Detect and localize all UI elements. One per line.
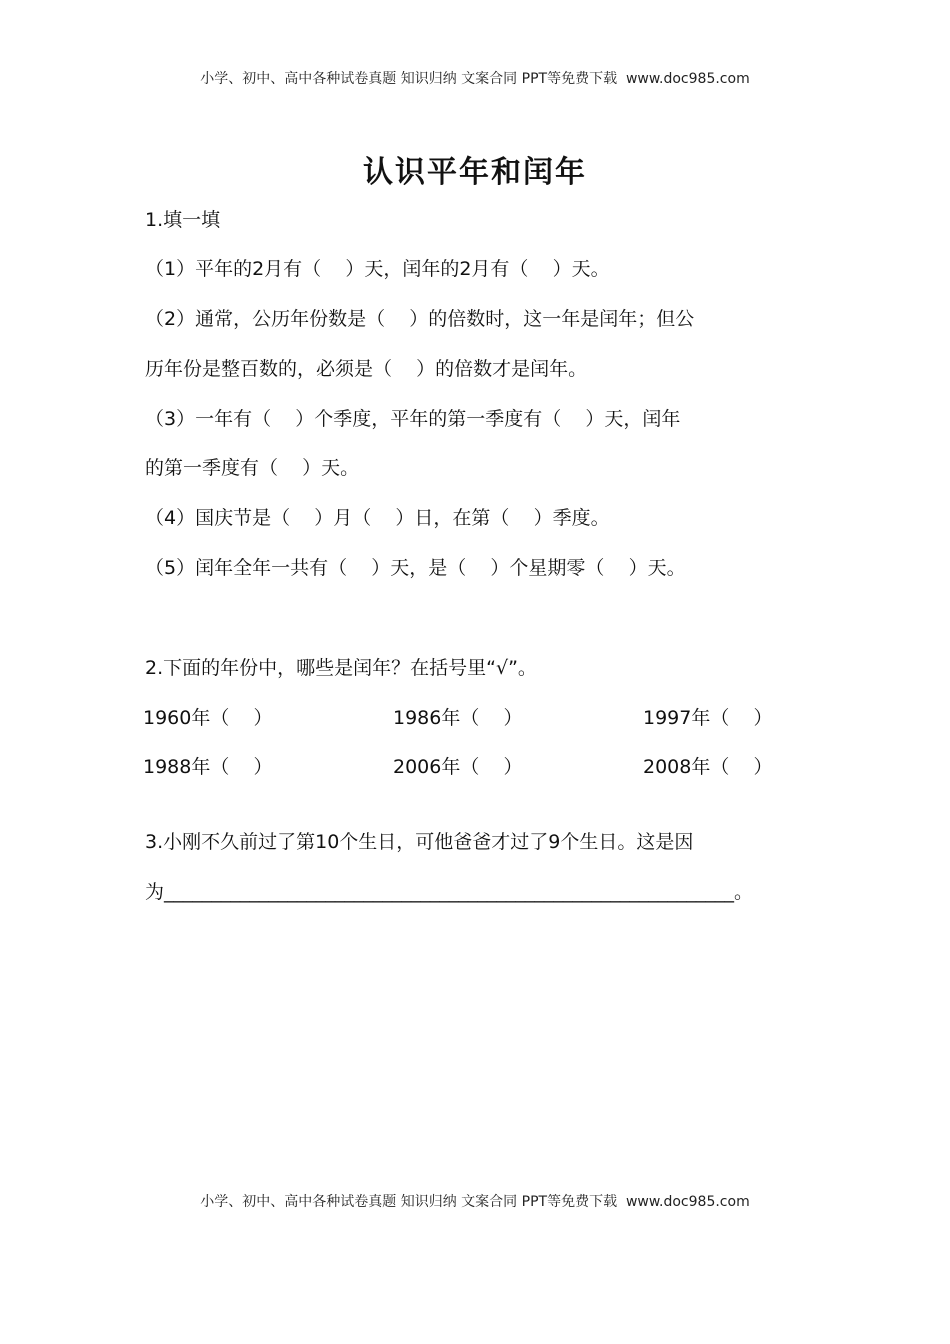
year-item: 1986年（ ） bbox=[393, 707, 523, 729]
year-item: 1997年（ ） bbox=[643, 707, 773, 729]
section2-heading: 2.下面的年份中，哪些是闰年？在括号里“√”。 bbox=[145, 657, 537, 679]
question-1-3-line1: （3）一年有（ ）个季度，平年的第一季度有（ ）天，闰年 bbox=[145, 408, 681, 430]
page-title: 认识平年和闰年 bbox=[363, 155, 587, 190]
question-3-line1: 3.小刚不久前过了第10个生日，可他爸爸才过了9个生日。这是因 bbox=[145, 831, 694, 853]
question-1-1: （1）平年的2月有（ ）天，闰年的2月有（ ）天。 bbox=[145, 258, 610, 280]
year-item: 2008年（ ） bbox=[643, 756, 773, 778]
question-1-2-line2: 历年份是整百数的，必须是（ ）的倍数才是闰年。 bbox=[145, 358, 588, 380]
question-1-4: （4）国庆节是（ ）月（ ）日，在第（ ）季度。 bbox=[145, 507, 610, 529]
question-3-line2: 为____________________________________________________________。 bbox=[145, 881, 754, 903]
question-1-2-line1: （2）通常，公历年份数是（ ）的倍数时，这一年是闰年；但公 bbox=[145, 308, 695, 330]
year-item: 1988年（ ） bbox=[143, 756, 273, 778]
year-item: 2006年（ ） bbox=[393, 756, 523, 778]
page-footer: 小学、初中、高中各种试卷真题 知识归纳 文案合同 PPT等免费下载 www.doc985.com bbox=[200, 1194, 750, 1210]
section1-heading: 1.填一填 bbox=[145, 209, 221, 231]
question-1-5: （5）闰年全年一共有（ ）天，是（ ）个星期零（ ）天。 bbox=[145, 557, 686, 579]
year-item: 1960年（ ） bbox=[143, 707, 273, 729]
page-header: 小学、初中、高中各种试卷真题 知识归纳 文案合同 PPT等免费下载 www.doc985.com bbox=[200, 71, 750, 87]
question-1-3-line2: 的第一季度有（ ）天。 bbox=[145, 457, 360, 479]
